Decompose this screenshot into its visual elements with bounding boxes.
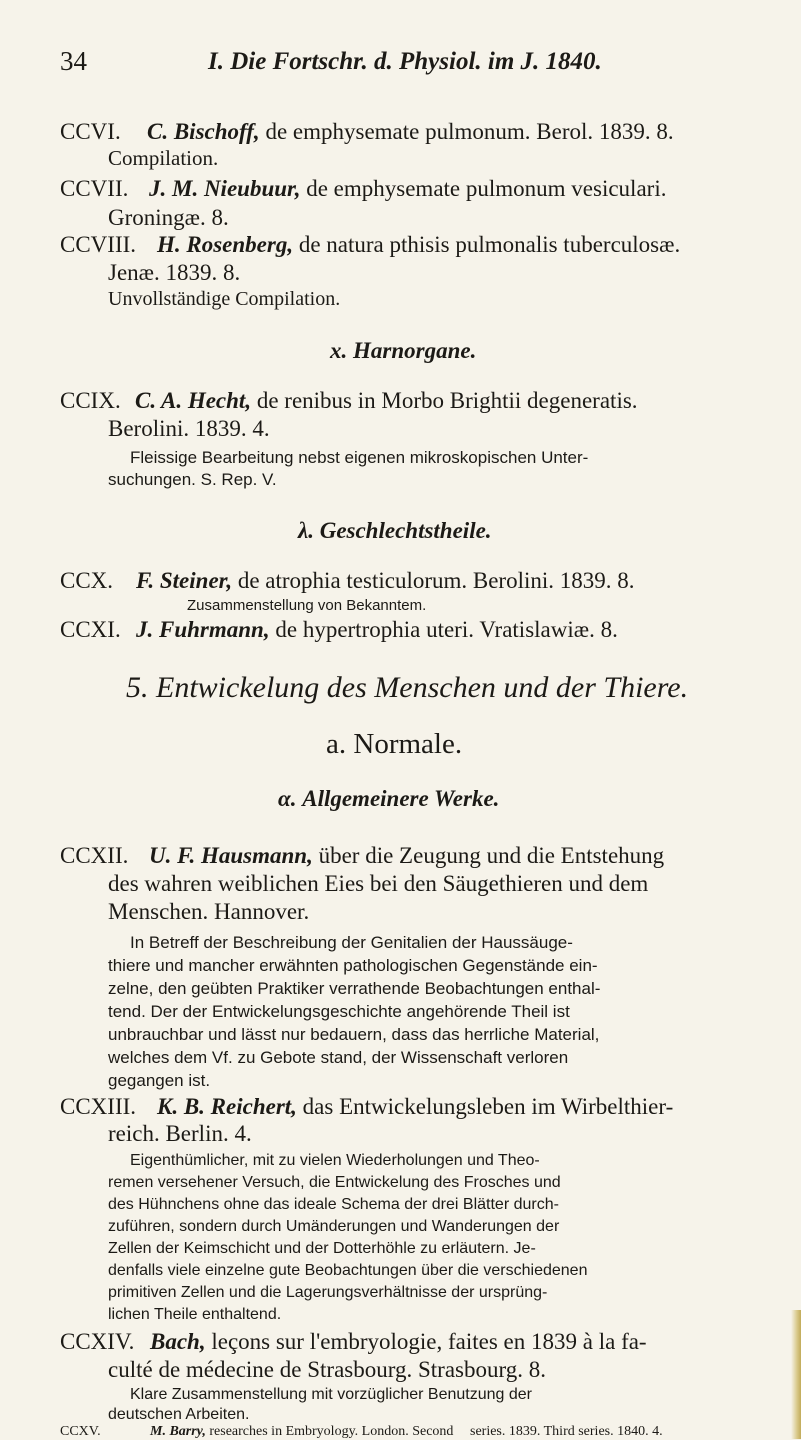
entry-note: Klare Zusammenstellung mit vorzüglicher Benutzung der: [130, 1386, 532, 1403]
entry-note: Fleissige Bearbeitung nebst eigenen mikroskopischen Unter-: [130, 448, 589, 467]
entry-line: H. Rosenberg, de natura pthisis pulmonalis tuberculosæ.: [157, 232, 681, 257]
entry-number: CCVI.: [60, 119, 121, 144]
entry-line: U. F. Hausmann, über die Zeugung und die Entstehung: [149, 843, 665, 868]
section-heading: x. Harnorgane.: [330, 338, 477, 363]
entry-line: F. Steiner, de atrophia testiculorum. Berolini. 1839. 8.: [136, 568, 635, 593]
page-header: [60, 46, 761, 86]
entry-note: welches dem Vf. zu Gebote stand, der Wissenschaft verloren: [108, 1048, 569, 1067]
entry-number: CCXV.: [60, 1424, 101, 1439]
entry-author: C. Bischoff,: [147, 119, 260, 144]
entry-note: Eigenthümlicher, mit zu vielen Wiederholungen und Theo-: [130, 1152, 540, 1169]
page-edge-shadow: [791, 1310, 801, 1439]
entry-note: thiere und mancher erwähnten pathologischen Gegenstände ein-: [108, 956, 598, 975]
entry-number: CCXI.: [60, 617, 121, 642]
entry-line: reich. Berlin. 4.: [108, 1121, 252, 1146]
entry-line: J. Fuhrmann, de hypertrophia uteri. Vratislawiæ. 8.: [136, 617, 618, 642]
running-head: I. Die Fortschr. d. Physiol. im J. 1840.: [208, 48, 602, 75]
entry-number: CCVII.: [60, 176, 129, 201]
entry-line: C. A. Hecht, de renibus in Morbo Brightii degeneratis.: [135, 388, 638, 413]
entry-line: series. 1839. Third series. 1840. 4.: [470, 1424, 663, 1439]
entry-note: Zusammenstellung von Bekanntem.: [187, 597, 427, 614]
entry-line: C. Bischoff, de emphysemate pulmonum. Berol. 1839. 8.: [147, 119, 674, 144]
section-heading: 5. Entwickelung des Menschen und der Thiere.: [126, 671, 689, 704]
entry-author: F. Steiner,: [136, 568, 233, 593]
page-number: 34: [60, 46, 87, 76]
entry-line: J. M. Nieubuur, de emphysemate pulmonum vesiculari.: [149, 176, 667, 201]
entry-author: U. F. Hausmann,: [149, 843, 313, 868]
entry-note: gegangen ist.: [108, 1071, 211, 1090]
entry-author: C. A. Hecht,: [135, 388, 252, 413]
entry-author: H. Rosenberg,: [157, 232, 294, 257]
entry-note: Unvollständige Compilation.: [108, 288, 341, 310]
entry-line: Jenæ. 1839. 8.: [108, 260, 241, 285]
entry-author: K. B. Reichert,: [157, 1094, 297, 1119]
entry-number: CCX.: [60, 568, 114, 593]
entry-note: denfalls viele einzelne gute Beobachtungen über die verschiedenen: [108, 1262, 588, 1279]
entry-note: des Hühnchens ohne das ideale Schema der drei Blätter durch-: [108, 1196, 559, 1213]
entry-note: deutschen Arbeiten.: [108, 1406, 250, 1423]
entry-note: In Betreff der Beschreibung der Genitalien der Haussäuge-: [130, 933, 573, 952]
entry-note: zelne, den geübten Praktiker verrathende Beobachtungen enthal-: [108, 979, 601, 998]
entry-author: M. Barry,: [150, 1424, 206, 1439]
entry-line: Menschen. Hannover.: [108, 899, 310, 924]
entry-note: Zellen der Keimschicht und der Dotterhöhle zu erläutern. Je-: [108, 1240, 536, 1257]
entry-line: Compilation.: [108, 146, 219, 170]
entry-line: M. Barry, researches in Embryology. London. Second: [150, 1424, 454, 1439]
entry-author: J. Fuhrmann,: [136, 617, 270, 642]
entry-number: CCIX.: [60, 388, 121, 413]
entry-line: Berolini. 1839. 4.: [108, 416, 270, 441]
entry-line: K. B. Reichert, das Entwickelungsleben im Wirbelthier-: [157, 1094, 674, 1119]
entry-number: CCXII.: [60, 843, 129, 868]
entry-line: culté de médecine de Strasbourg. Strasbourg. 8.: [108, 1357, 546, 1382]
entry-note: lichen Theile enthaltend.: [108, 1306, 282, 1323]
entry-line: des wahren weiblichen Eies bei den Säugethieren und dem: [108, 871, 649, 896]
entry-number: CCVIII.: [60, 232, 137, 257]
entry-note: remen versehener Versuch, die Entwickelung des Frosches und: [108, 1174, 561, 1191]
entry-note: tend. Der der Entwickelungsgeschichte angehörende Theil ist: [108, 1002, 570, 1021]
entry-number: CCXIV.: [60, 1329, 135, 1354]
entry-number: CCXIII.: [60, 1094, 137, 1119]
entry-note: zuführen, sondern durch Umänderungen und Wanderungen der: [108, 1218, 560, 1235]
section-heading: λ. Geschlechtstheile.: [298, 518, 492, 543]
entry-author: Bach,: [150, 1329, 206, 1354]
entry-line: Groningæ. 8.: [108, 205, 229, 230]
section-heading: a. Normale.: [326, 728, 463, 760]
section-heading: α. Allgemeinere Werke.: [278, 786, 500, 811]
entry-note: unbrauchbar und lässt nur bedauern, dass das herrliche Material,: [108, 1025, 600, 1044]
entry-author: J. M. Nieubuur,: [149, 176, 301, 201]
entry-note: primitiven Zellen und die Lagerungsverhältnisse der ursprüng-: [108, 1284, 548, 1301]
entry-note: suchungen. S. Rep. V.: [108, 470, 277, 489]
entry-line: Bach, leçons sur l'embryologie, faites en 1839 à la fa-: [150, 1329, 647, 1354]
